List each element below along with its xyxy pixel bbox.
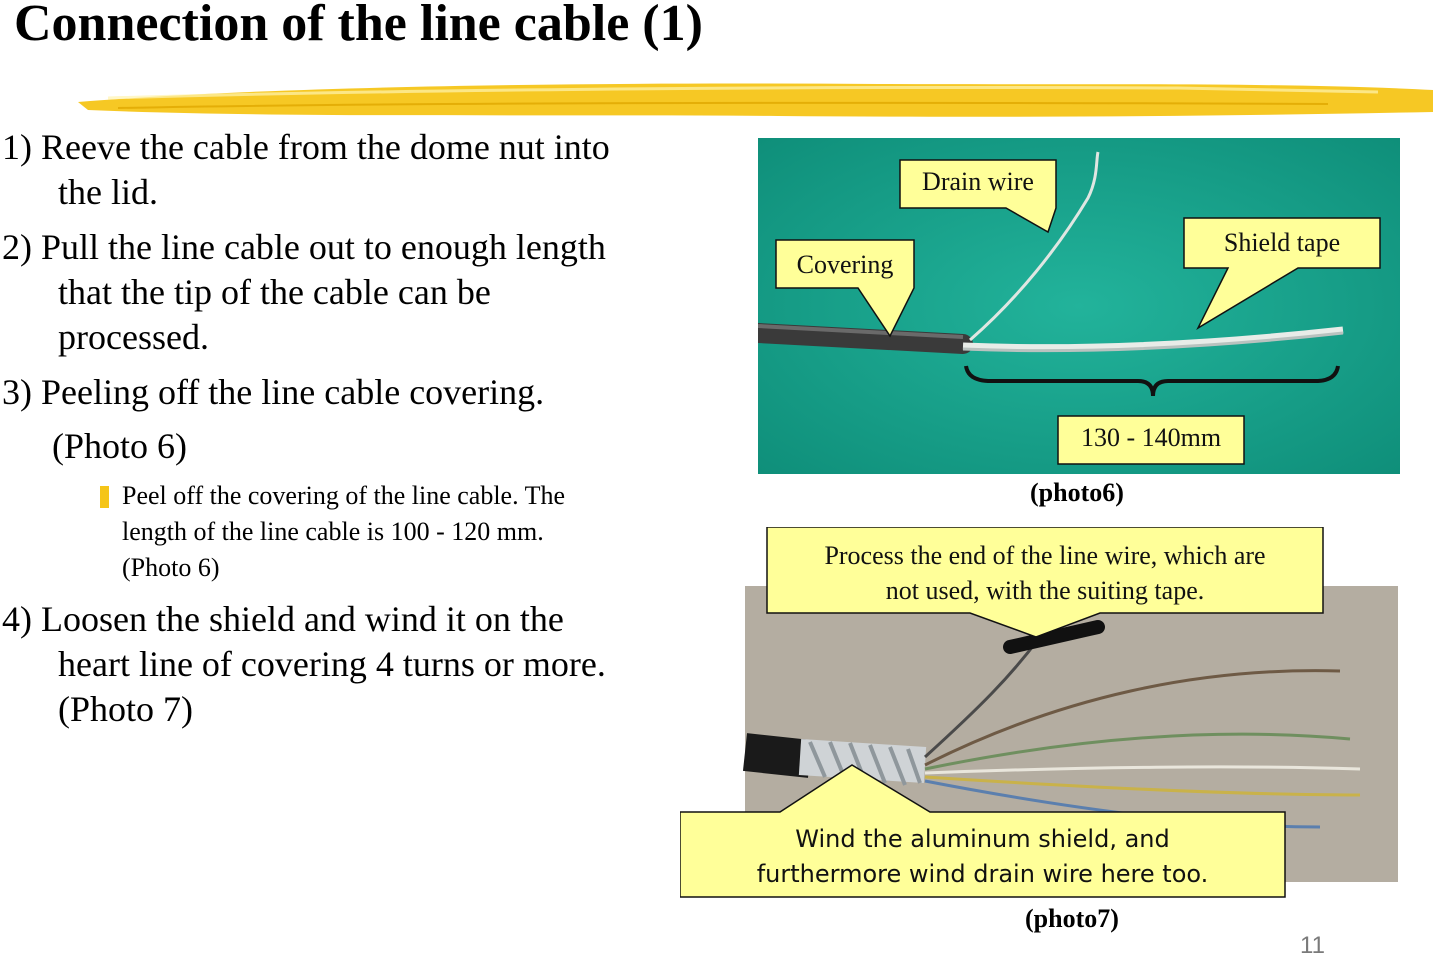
wind-shield-label-line-2: furthermore wind drain wire here too. [756,860,1209,888]
drain-wire-label: Drain wire [922,167,1034,196]
step-4 [2,597,722,732]
slide-title: Connection of the line cable (1) [14,0,703,52]
covering-label: Covering [796,250,894,279]
step-2-continuation-2: processed. [58,317,209,357]
sub-bullet-line-2: length of the line cable is 100 - 120 mm. [122,517,544,546]
wind-shield-label [680,822,1285,892]
sub-bullet-line-3: (Photo 6) [122,553,220,582]
step-1-line: 1) Reeve the cable from the dome nut into [2,127,610,167]
step-2 [2,225,722,360]
bullet-marker-icon [100,486,109,508]
wind-shield-label-line-1: Wind the aluminum shield, and [795,825,1170,853]
photo7-caption: (photo7) [1025,904,1119,933]
step-3 [2,370,722,469]
step-2-continuation: that the tip of the cable can be [58,272,491,312]
step-1 [2,125,722,215]
step-2-line: 2) Pull the line cable out to enough length [2,227,606,267]
process-end-label-line-2: not used, with the suiting tape. [885,576,1205,605]
step-3-continuation: (Photo 6) [52,426,187,466]
step-3-line: 3) Peeling off the line cable covering. [2,372,545,412]
shield-tape-label: Shield tape [1223,228,1341,257]
step-4-line: 4) Loosen the shield and wind it on the [2,599,564,639]
process-end-label-line-1: Process the end of the line wire, which are [824,541,1266,570]
sub-bullet-line-1: Peel off the covering of the line cable. The [122,481,566,510]
photo6-caption: (photo6) [1030,478,1124,507]
sub-bullet [122,478,722,586]
length-label: 130 - 140mm [1080,423,1222,452]
step-4-continuation-2: (Photo 7) [58,689,193,729]
slide-page-number: 11 [1300,932,1325,959]
step-4-continuation: heart line of covering 4 turns or more. [58,644,606,684]
step-1-continuation: the lid. [58,172,158,212]
title-underline-brush [78,72,1433,128]
process-end-label [767,538,1323,608]
